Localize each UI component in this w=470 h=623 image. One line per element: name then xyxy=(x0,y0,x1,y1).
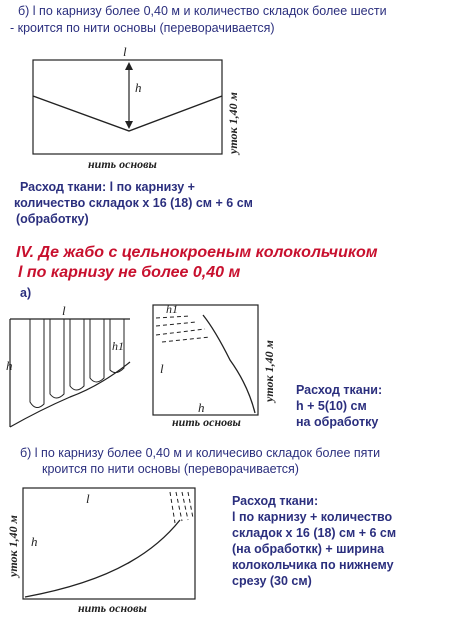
diagram-3-label-h1: h1 xyxy=(166,302,178,316)
diagram-1-label-h: h xyxy=(135,80,142,95)
consumption-3-line4: (на обработкк) + ширина xyxy=(232,542,385,556)
diagram-2-label-l: l xyxy=(62,303,66,318)
consumption-1-line3: (обработку) xyxy=(16,212,89,226)
consumption-1-line2: количество складок x 16 (18) см + 6 см xyxy=(14,196,253,210)
consumption-3-line1: Расход ткани: xyxy=(232,494,319,508)
section-b2-subheading: кроится по нити основы (переворачивается) xyxy=(42,462,299,476)
consumption-2-line3: на обработку xyxy=(296,415,379,429)
diagram-2-label-h1: h1 xyxy=(112,339,124,353)
consumption-1-line1: Расход ткани: l по карнизу + xyxy=(20,180,195,194)
diagram-1-label-l: l xyxy=(123,44,127,59)
diagram-3-bottom-label: нить основы xyxy=(172,415,241,429)
diagram-4-fold-2 xyxy=(176,492,182,521)
consumption-2-line2: h + 5(10) см xyxy=(296,399,367,413)
consumption-2-line1: Расход ткани: xyxy=(296,383,383,397)
consumption-3-line5: колокольчика по нижнему xyxy=(232,558,394,572)
diagram-4-fold-3 xyxy=(182,492,188,520)
section-b2-heading: б) l по карнизу более 0,40 м и количесиво складок более пяти xyxy=(20,446,381,460)
diagram-4-fold-1 xyxy=(170,492,175,523)
section-b1-subheading: - кроится по нити основы (переворачивается) xyxy=(10,21,275,35)
section-b1-heading: б) l по карнизу более 0,40 м и количество складок более шести xyxy=(18,4,387,18)
consumption-3-line2: l по карнизу + количество xyxy=(232,510,393,524)
diagram-4-rectangle xyxy=(23,488,195,599)
diagram-4-fold-4 xyxy=(188,492,193,518)
diagram-2-label-h: h xyxy=(6,358,13,373)
section-a-label: а) xyxy=(20,286,32,300)
consumption-3-line3: складок x 16 (18) см + 6 см xyxy=(232,526,397,540)
diagram-1-side-label: уток 1,40 м xyxy=(226,92,240,154)
diagram-3-label-l: l xyxy=(160,361,164,376)
consumption-3-line6: срезу (30 см) xyxy=(232,574,312,588)
section-iv-subtitle: l по карнизу не более 0,40 м xyxy=(18,264,241,281)
diagram-4-bottom-label: нить основы xyxy=(78,601,147,615)
diagram-4-curve xyxy=(25,520,180,597)
diagram-4-label-h: h xyxy=(31,534,38,549)
diagram-3-label-h: h xyxy=(198,400,205,415)
diagram-3-side-label: уток 1,40 м xyxy=(262,340,276,402)
section-iv-title: IV. Де жабо с цельнокроеным колокольчиком xyxy=(16,244,378,261)
diagram-4-label-l: l xyxy=(86,491,90,506)
diagram-4-side-label: уток 1,40 м xyxy=(6,515,20,577)
diagram-1-bottom-label: нить основы xyxy=(88,157,157,171)
